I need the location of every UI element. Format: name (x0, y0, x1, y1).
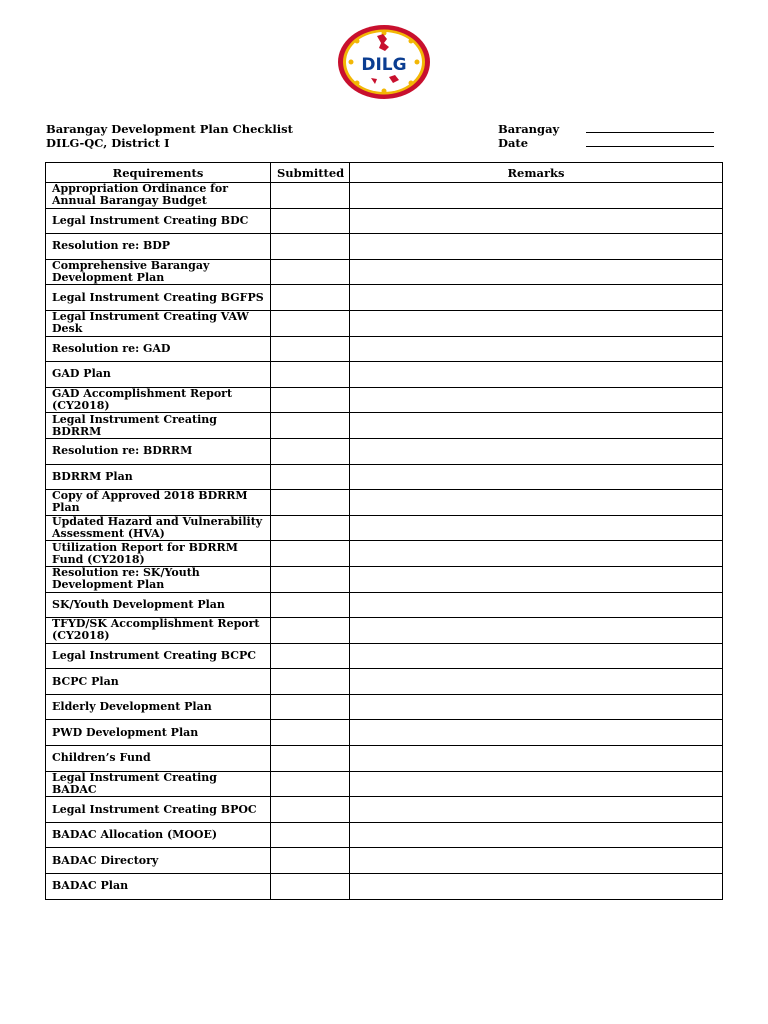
remarks-cell[interactable] (350, 669, 723, 695)
remarks-cell[interactable] (350, 208, 723, 234)
remarks-cell[interactable] (350, 310, 723, 336)
requirement-cell: Legal Instrument Creating BGFPS (46, 285, 271, 311)
table-row (46, 669, 723, 695)
submitted-cell[interactable] (271, 618, 350, 644)
table-row (46, 592, 723, 618)
requirement-cell: Legal Instrument Creating VAW Desk (46, 310, 271, 336)
column-header-remarks: Remarks (350, 163, 723, 183)
dilg-logo (337, 24, 431, 100)
remarks-cell[interactable] (350, 490, 723, 516)
remarks-cell[interactable] (350, 797, 723, 823)
table-row (46, 336, 723, 362)
table-row (46, 541, 723, 567)
submitted-cell[interactable] (271, 285, 350, 311)
submitted-cell[interactable] (271, 822, 350, 848)
requirement-cell: BCPC Plan (46, 669, 271, 695)
date-label: Date (498, 136, 529, 150)
requirement-cell: Children’s Fund (46, 746, 271, 772)
table-row (46, 720, 723, 746)
remarks-cell[interactable] (350, 413, 723, 439)
date-field (498, 136, 714, 150)
submitted-cell[interactable] (271, 592, 350, 618)
requirement-cell: Elderly Development Plan (46, 694, 271, 720)
remarks-cell[interactable] (350, 285, 723, 311)
checklist-table (45, 162, 723, 900)
table-row (46, 413, 723, 439)
table-row (46, 566, 723, 592)
remarks-cell[interactable] (350, 438, 723, 464)
submitted-cell[interactable] (271, 234, 350, 260)
remarks-cell[interactable] (350, 566, 723, 592)
requirement-cell: BDRRM Plan (46, 464, 271, 490)
submitted-cell[interactable] (271, 208, 350, 234)
remarks-cell[interactable] (350, 234, 723, 260)
submitted-cell[interactable] (271, 413, 350, 439)
remarks-cell[interactable] (350, 848, 723, 874)
remarks-cell[interactable] (350, 464, 723, 490)
remarks-cell[interactable] (350, 362, 723, 388)
submitted-cell[interactable] (271, 387, 350, 413)
table-row (46, 285, 723, 311)
table-row (46, 746, 723, 772)
submitted-cell[interactable] (271, 490, 350, 516)
remarks-cell[interactable] (350, 387, 723, 413)
remarks-cell[interactable] (350, 259, 723, 285)
document-title: Barangay Development Plan Checklist (46, 122, 293, 136)
table-row (46, 490, 723, 516)
remarks-cell[interactable] (350, 720, 723, 746)
remarks-cell[interactable] (350, 771, 723, 797)
requirement-cell: BADAC Allocation (MOOE) (46, 822, 271, 848)
requirement-cell: Appropriation Ordinance for Annual Barangay Budget (46, 183, 271, 209)
requirement-cell: GAD Accomplishment Report (CY2018) (46, 387, 271, 413)
requirement-cell: Legal Instrument Creating BPOC (46, 797, 271, 823)
submitted-cell[interactable] (271, 259, 350, 285)
submitted-cell[interactable] (271, 336, 350, 362)
submitted-cell[interactable] (271, 694, 350, 720)
requirement-cell: Updated Hazard and Vulnerability Assessment (HVA) (46, 515, 271, 541)
submitted-cell[interactable] (271, 566, 350, 592)
document-subtitle: DILG-QC, District I (46, 136, 170, 150)
remarks-cell[interactable] (350, 694, 723, 720)
table-row (46, 464, 723, 490)
requirement-cell: SK/Youth Development Plan (46, 592, 271, 618)
requirement-cell: Resolution re: BDRRM (46, 438, 271, 464)
remarks-cell[interactable] (350, 822, 723, 848)
requirement-cell: Resolution re: BDP (46, 234, 271, 260)
remarks-cell[interactable] (350, 541, 723, 567)
barangay-blank[interactable] (586, 122, 714, 133)
table-row (46, 874, 723, 900)
submitted-cell[interactable] (271, 874, 350, 900)
checklist-rows (46, 183, 723, 900)
table-header-row (46, 163, 723, 183)
requirement-cell: Legal Instrument Creating BDC (46, 208, 271, 234)
requirement-cell: Legal Instrument Creating BCPC (46, 643, 271, 669)
table-row (46, 362, 723, 388)
table-row (46, 797, 723, 823)
table-row (46, 848, 723, 874)
table-row (46, 643, 723, 669)
requirement-cell: Comprehensive Barangay Development Plan (46, 259, 271, 285)
requirement-cell: TFYD/SK Accomplishment Report (CY2018) (46, 618, 271, 644)
submitted-cell[interactable] (271, 848, 350, 874)
remarks-cell[interactable] (350, 643, 723, 669)
dilg-seal-icon (337, 24, 431, 100)
requirement-cell: Resolution re: SK/Youth Development Plan (46, 566, 271, 592)
submitted-cell[interactable] (271, 643, 350, 669)
requirement-cell: Legal Instrument Creating BDRRM (46, 413, 271, 439)
requirement-cell: Copy of Approved 2018 BDRRM Plan (46, 490, 271, 516)
submitted-cell[interactable] (271, 464, 350, 490)
submitted-cell[interactable] (271, 720, 350, 746)
table-row (46, 310, 723, 336)
table-row (46, 387, 723, 413)
table-row (46, 694, 723, 720)
table-row (46, 259, 723, 285)
table-row (46, 822, 723, 848)
requirement-cell: PWD Development Plan (46, 720, 271, 746)
submitted-cell[interactable] (271, 438, 350, 464)
submitted-cell[interactable] (271, 310, 350, 336)
table-row (46, 183, 723, 209)
table-row (46, 208, 723, 234)
submitted-cell[interactable] (271, 797, 350, 823)
column-header-submitted: Submitted (271, 163, 350, 183)
table-row (46, 438, 723, 464)
column-header-requirements: Requirements (46, 163, 271, 183)
table-row (46, 515, 723, 541)
submitted-cell[interactable] (271, 746, 350, 772)
submitted-cell[interactable] (271, 541, 350, 567)
table-row (46, 771, 723, 797)
submitted-cell[interactable] (271, 771, 350, 797)
document-header (46, 122, 293, 150)
table-row (46, 234, 723, 260)
remarks-cell[interactable] (350, 874, 723, 900)
requirement-cell: Resolution re: GAD (46, 336, 271, 362)
remarks-cell[interactable] (350, 618, 723, 644)
requirement-cell: BADAC Directory (46, 848, 271, 874)
submitted-cell[interactable] (271, 183, 350, 209)
submitted-cell[interactable] (271, 669, 350, 695)
remarks-cell[interactable] (350, 336, 723, 362)
requirement-cell: Legal Instrument Creating BADAC (46, 771, 271, 797)
remarks-cell[interactable] (350, 183, 723, 209)
svg-text:DILG: DILG (361, 55, 407, 75)
header-fields (498, 122, 714, 150)
barangay-label: Barangay (498, 122, 560, 136)
barangay-field (498, 122, 714, 136)
table-row (46, 618, 723, 644)
submitted-cell[interactable] (271, 515, 350, 541)
remarks-cell[interactable] (350, 746, 723, 772)
submitted-cell[interactable] (271, 362, 350, 388)
remarks-cell[interactable] (350, 515, 723, 541)
requirement-cell: BADAC Plan (46, 874, 271, 900)
remarks-cell[interactable] (350, 592, 723, 618)
requirement-cell: Utilization Report for BDRRM Fund (CY2018) (46, 541, 271, 567)
date-blank[interactable] (586, 136, 714, 147)
requirement-cell: GAD Plan (46, 362, 271, 388)
